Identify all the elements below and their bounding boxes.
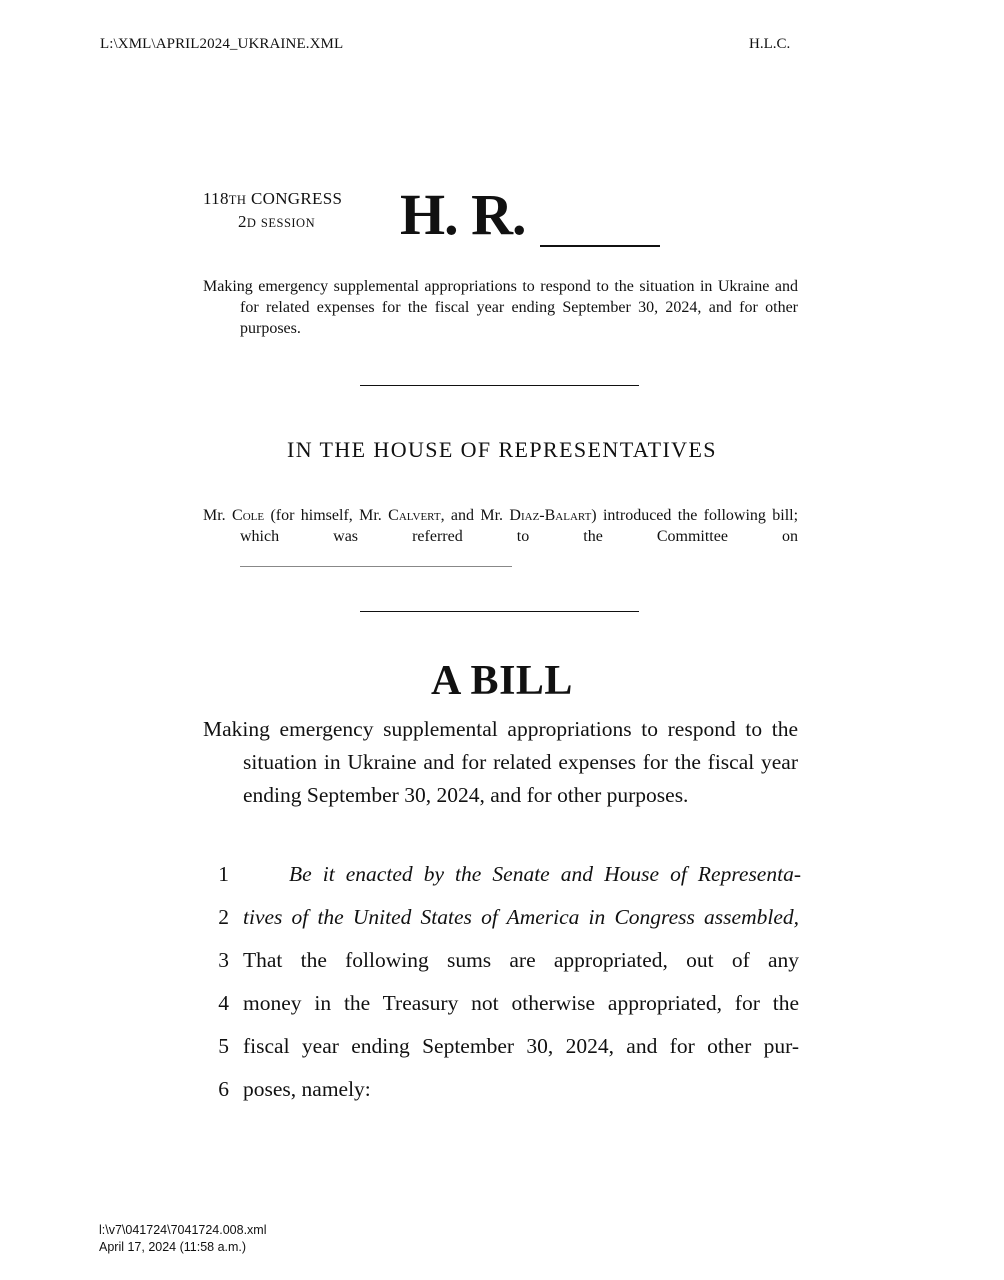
document-footer <box>99 1222 267 1256</box>
line-number: 1 <box>218 862 229 886</box>
body-line <box>205 862 805 892</box>
line-text: Be it enacted by the Senate and House of Representa- <box>289 862 801 886</box>
line-text: That the following sums are appropriated, out of any <box>243 948 799 972</box>
footer-file-path: l:\v7\041724\7041724.008.xml <box>99 1223 267 1237</box>
line-text: tives of the United States of America in Congress assembled, <box>243 905 799 929</box>
chamber-heading: IN THE HOUSE OF REPRESENTATIVES <box>287 437 717 462</box>
bill-designation: H. R. <box>400 182 526 247</box>
body-line <box>205 1077 805 1107</box>
line-number: 3 <box>218 948 229 972</box>
cosponsor-name: Calvert <box>388 507 441 524</box>
line-text: fiscal year ending September 30, 2024, and for other pur- <box>243 1034 799 1058</box>
divider-rule <box>360 385 639 386</box>
bill-heading: A BILL <box>431 658 573 704</box>
body-line <box>205 1034 805 1064</box>
sponsor-statement <box>203 505 798 547</box>
line-number: 6 <box>218 1077 229 1101</box>
office-code-header: H.L.C. <box>749 36 791 52</box>
sponsor-name: Cole <box>232 507 265 524</box>
body-line <box>205 991 805 1021</box>
file-path-header: L:\XML\APRIL2024_UKRAINE.XML <box>100 36 344 52</box>
long-title: Making emergency supplemental appropriations to respond to the situation in Ukraine and for related expenses for the fiscal year ending September 30, 2024, and for other purposes. <box>203 717 798 807</box>
session-number: 2D SESSION <box>238 212 316 231</box>
line-number: 2 <box>218 905 229 929</box>
cosponsor-name: Diaz-Balart <box>509 507 592 524</box>
short-title: Making emergency supplemental appropriations to respond to the situation in Ukraine and for related expenses for the fiscal year ending September 30, 2024, and for other purposes. <box>203 278 798 337</box>
body-line <box>205 948 805 978</box>
divider-rule <box>360 611 639 612</box>
line-text: poses, namely: <box>243 1077 371 1101</box>
line-number: 5 <box>218 1034 229 1058</box>
congress-session-block <box>203 188 342 234</box>
committee-blank <box>240 566 512 567</box>
footer-date: April 17, 2024 (11:58 a.m.) <box>99 1240 247 1254</box>
line-text: money in the Treasury not otherwise appropriated, for the <box>243 991 799 1015</box>
bill-number-blank <box>540 245 660 247</box>
sponsor-line-1: Mr. Cole (for himself, Mr. Calvert, and Mr. Diaz-Balart) introduced the <box>203 507 698 524</box>
congress-number: 118TH CONGRESS <box>203 189 343 208</box>
line-number: 4 <box>218 991 229 1015</box>
sponsor-line-2: following bill; which was referred to the Committee on <box>240 507 799 545</box>
body-line <box>205 905 805 935</box>
